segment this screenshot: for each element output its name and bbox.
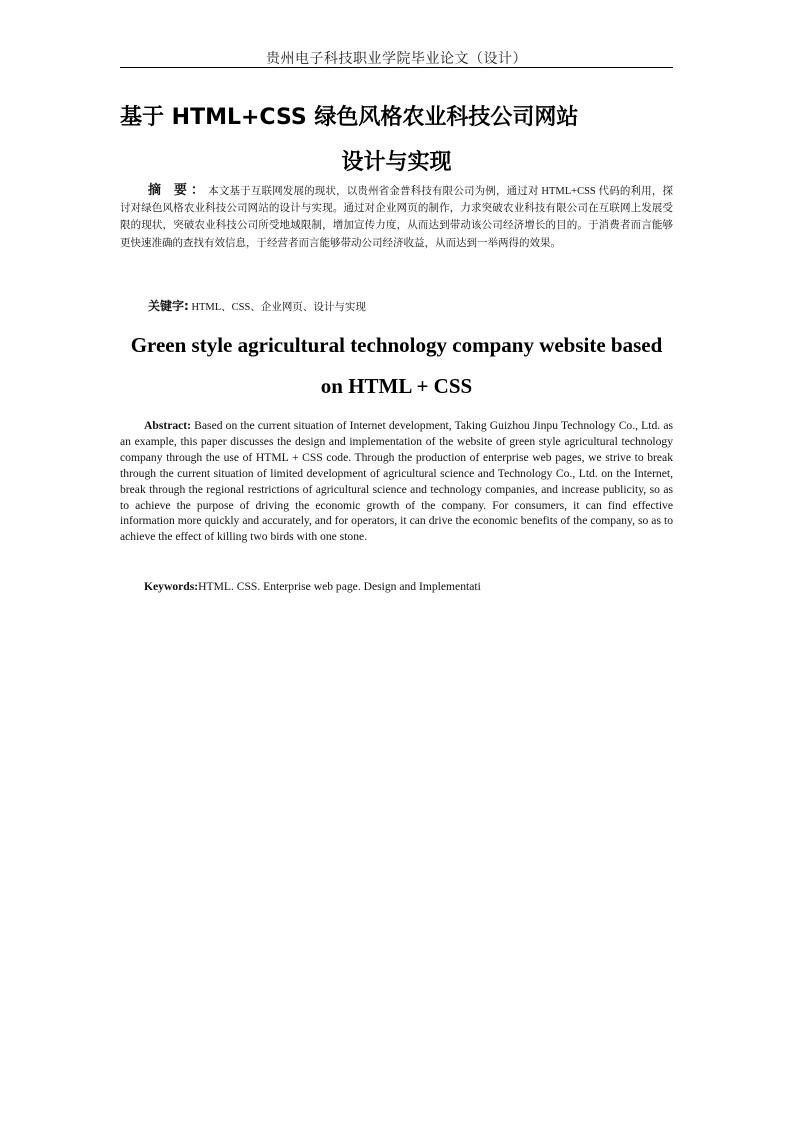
chinese-abstract — [120, 182, 673, 252]
chinese-title-line-2: 设计与实现 — [341, 150, 452, 175]
chinese-keywords — [148, 297, 366, 314]
english-abstract — [120, 418, 673, 545]
running-header: 贵州电子科技职业学院毕业论文（设计） — [266, 52, 527, 67]
chinese-title-line-1: 基于 HTML+CSS 绿色风格农业科技公司网站 — [120, 105, 579, 130]
chinese-abstract-label: 摘 要： — [148, 183, 209, 198]
chinese-abstract-text: 本文基于互联网发展的现状，以贵州省金普科技有限公司为例，通过对 HTML+CSS 代码的利用，探讨对绿色风格农业科技公司网站的设计与实现。通过对企业网页的制作，力求突破农业科技有限公司在互联网上发展受限的现状，突破农业科技公司所受地域限制，增加宣传力度，从而达到带动该公司经济增长的目的。于消费者而言能够更快速准确的查找有效信息，于经营者而言能够带动公司经济收益，从而达到一举两得的效果。 — [120, 186, 673, 249]
english-keywords-text: HTML. CSS. Enterprise web page. Design and Implementati — [198, 580, 481, 593]
english-keywords — [144, 580, 481, 593]
english-title-line-2: on HTML + CSS — [320, 374, 473, 398]
header-divider — [120, 67, 673, 68]
english-abstract-label: Abstract: — [144, 419, 192, 432]
english-title-line-1: Green style agricultural technology company website based — [130, 333, 663, 357]
english-keywords-label: Keywords: — [144, 580, 199, 593]
chinese-keywords-text: HTML、CSS、企业网页、设计与实现 — [188, 302, 366, 313]
chinese-keywords-label: 关键字: — [148, 299, 189, 313]
english-abstract-text: Based on the current situation of Internet development, Taking Guizhou Jinpu Technology Co., Ltd. as an example, this paper discusses the design and implementation of the website of green style agricultural technology company through the use of HTML + CSS code. Through the production of enterprise web pages, we strive to break through the current situation of limited development of agricultural science and Technology Co., Ltd. on the Internet, break through the regional restrictions of agricultural science and technology companies, and increase publicity, so as to achieve the purpose of driving the economic growth of the company. For consumers, it can find effective information more quickly and accurately, and for operators, it can drive the economic benefits of the company, so as to achieve the effect of killing two birds with one stone. — [120, 419, 673, 544]
